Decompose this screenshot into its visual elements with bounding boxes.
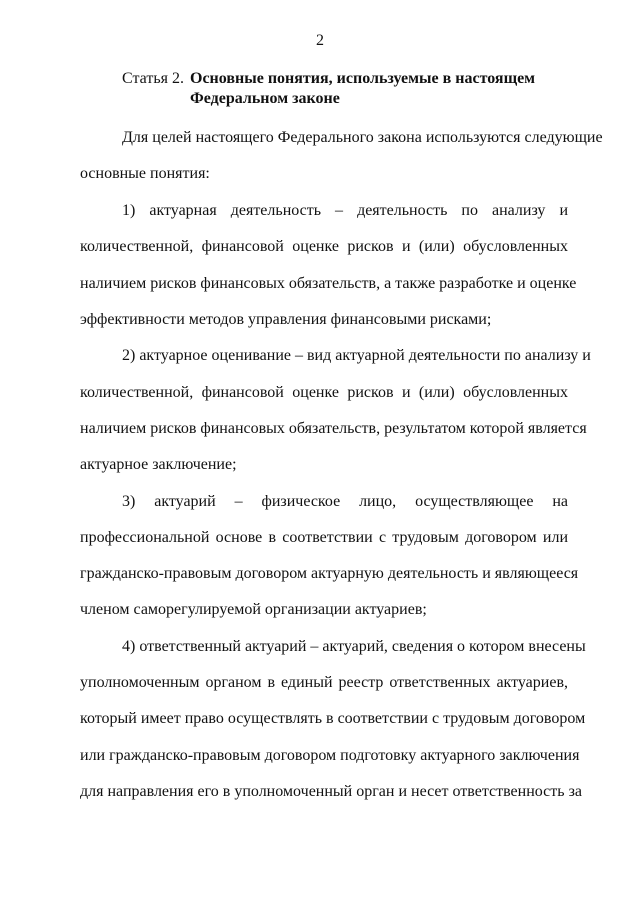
text-line: гражданско-правовым договором актуарную деятельность и являющееся xyxy=(80,565,579,582)
article-title xyxy=(190,69,550,109)
text-line: 3) актуарий – физическое лицо, осуществляющее на xyxy=(122,493,568,510)
text-line: членом саморегулируемой организации актуариев; xyxy=(80,601,427,618)
text-line: 4) ответственный актуарий – актуарий, сведения о котором внесены xyxy=(122,638,586,655)
text-line: актуарное заключение; xyxy=(80,456,237,473)
text-line: Для целей настоящего Федерального закона используются следующие xyxy=(122,129,603,146)
text-line: основные понятия: xyxy=(80,165,210,182)
text-line: наличием рисков финансовых обязательств, а также разработке и оценке xyxy=(80,275,577,292)
text-line: 1) актуарная деятельность – деятельность по анализу и xyxy=(122,202,568,219)
text-line: который имеет право осуществлять в соответствии с трудовым договором xyxy=(80,710,586,727)
text-line: профессиональной основе в соответствии с трудовым договором или xyxy=(80,529,568,546)
text-line: эффективности методов управления финансовыми рисками; xyxy=(80,311,492,328)
text-line: уполномоченным органом в единый реестр ответственных актуариев, xyxy=(80,674,568,691)
page-number: 2 xyxy=(316,32,324,49)
text-line: 2) актуарное оценивание – вид актуарной деятельности по анализу и xyxy=(122,347,591,364)
article-title-line-1: Основные понятия, используемые в настоящем xyxy=(190,70,536,87)
text-line: количественной, финансовой оценке рисков и (или) обусловленных xyxy=(80,384,568,401)
text-line: наличием рисков финансовых обязательств, результатом которой является xyxy=(80,420,587,437)
article-label: Статья 2. xyxy=(122,70,184,87)
text-line: количественной, финансовой оценке рисков и (или) обусловленных xyxy=(80,238,568,255)
text-line: для направления его в уполномоченный орган и несет ответственность за xyxy=(80,783,582,800)
text-line: или гражданско-правовым договором подготовку актуарного заключения xyxy=(80,747,580,764)
article-title-line-2: Федеральном законе xyxy=(190,90,340,107)
